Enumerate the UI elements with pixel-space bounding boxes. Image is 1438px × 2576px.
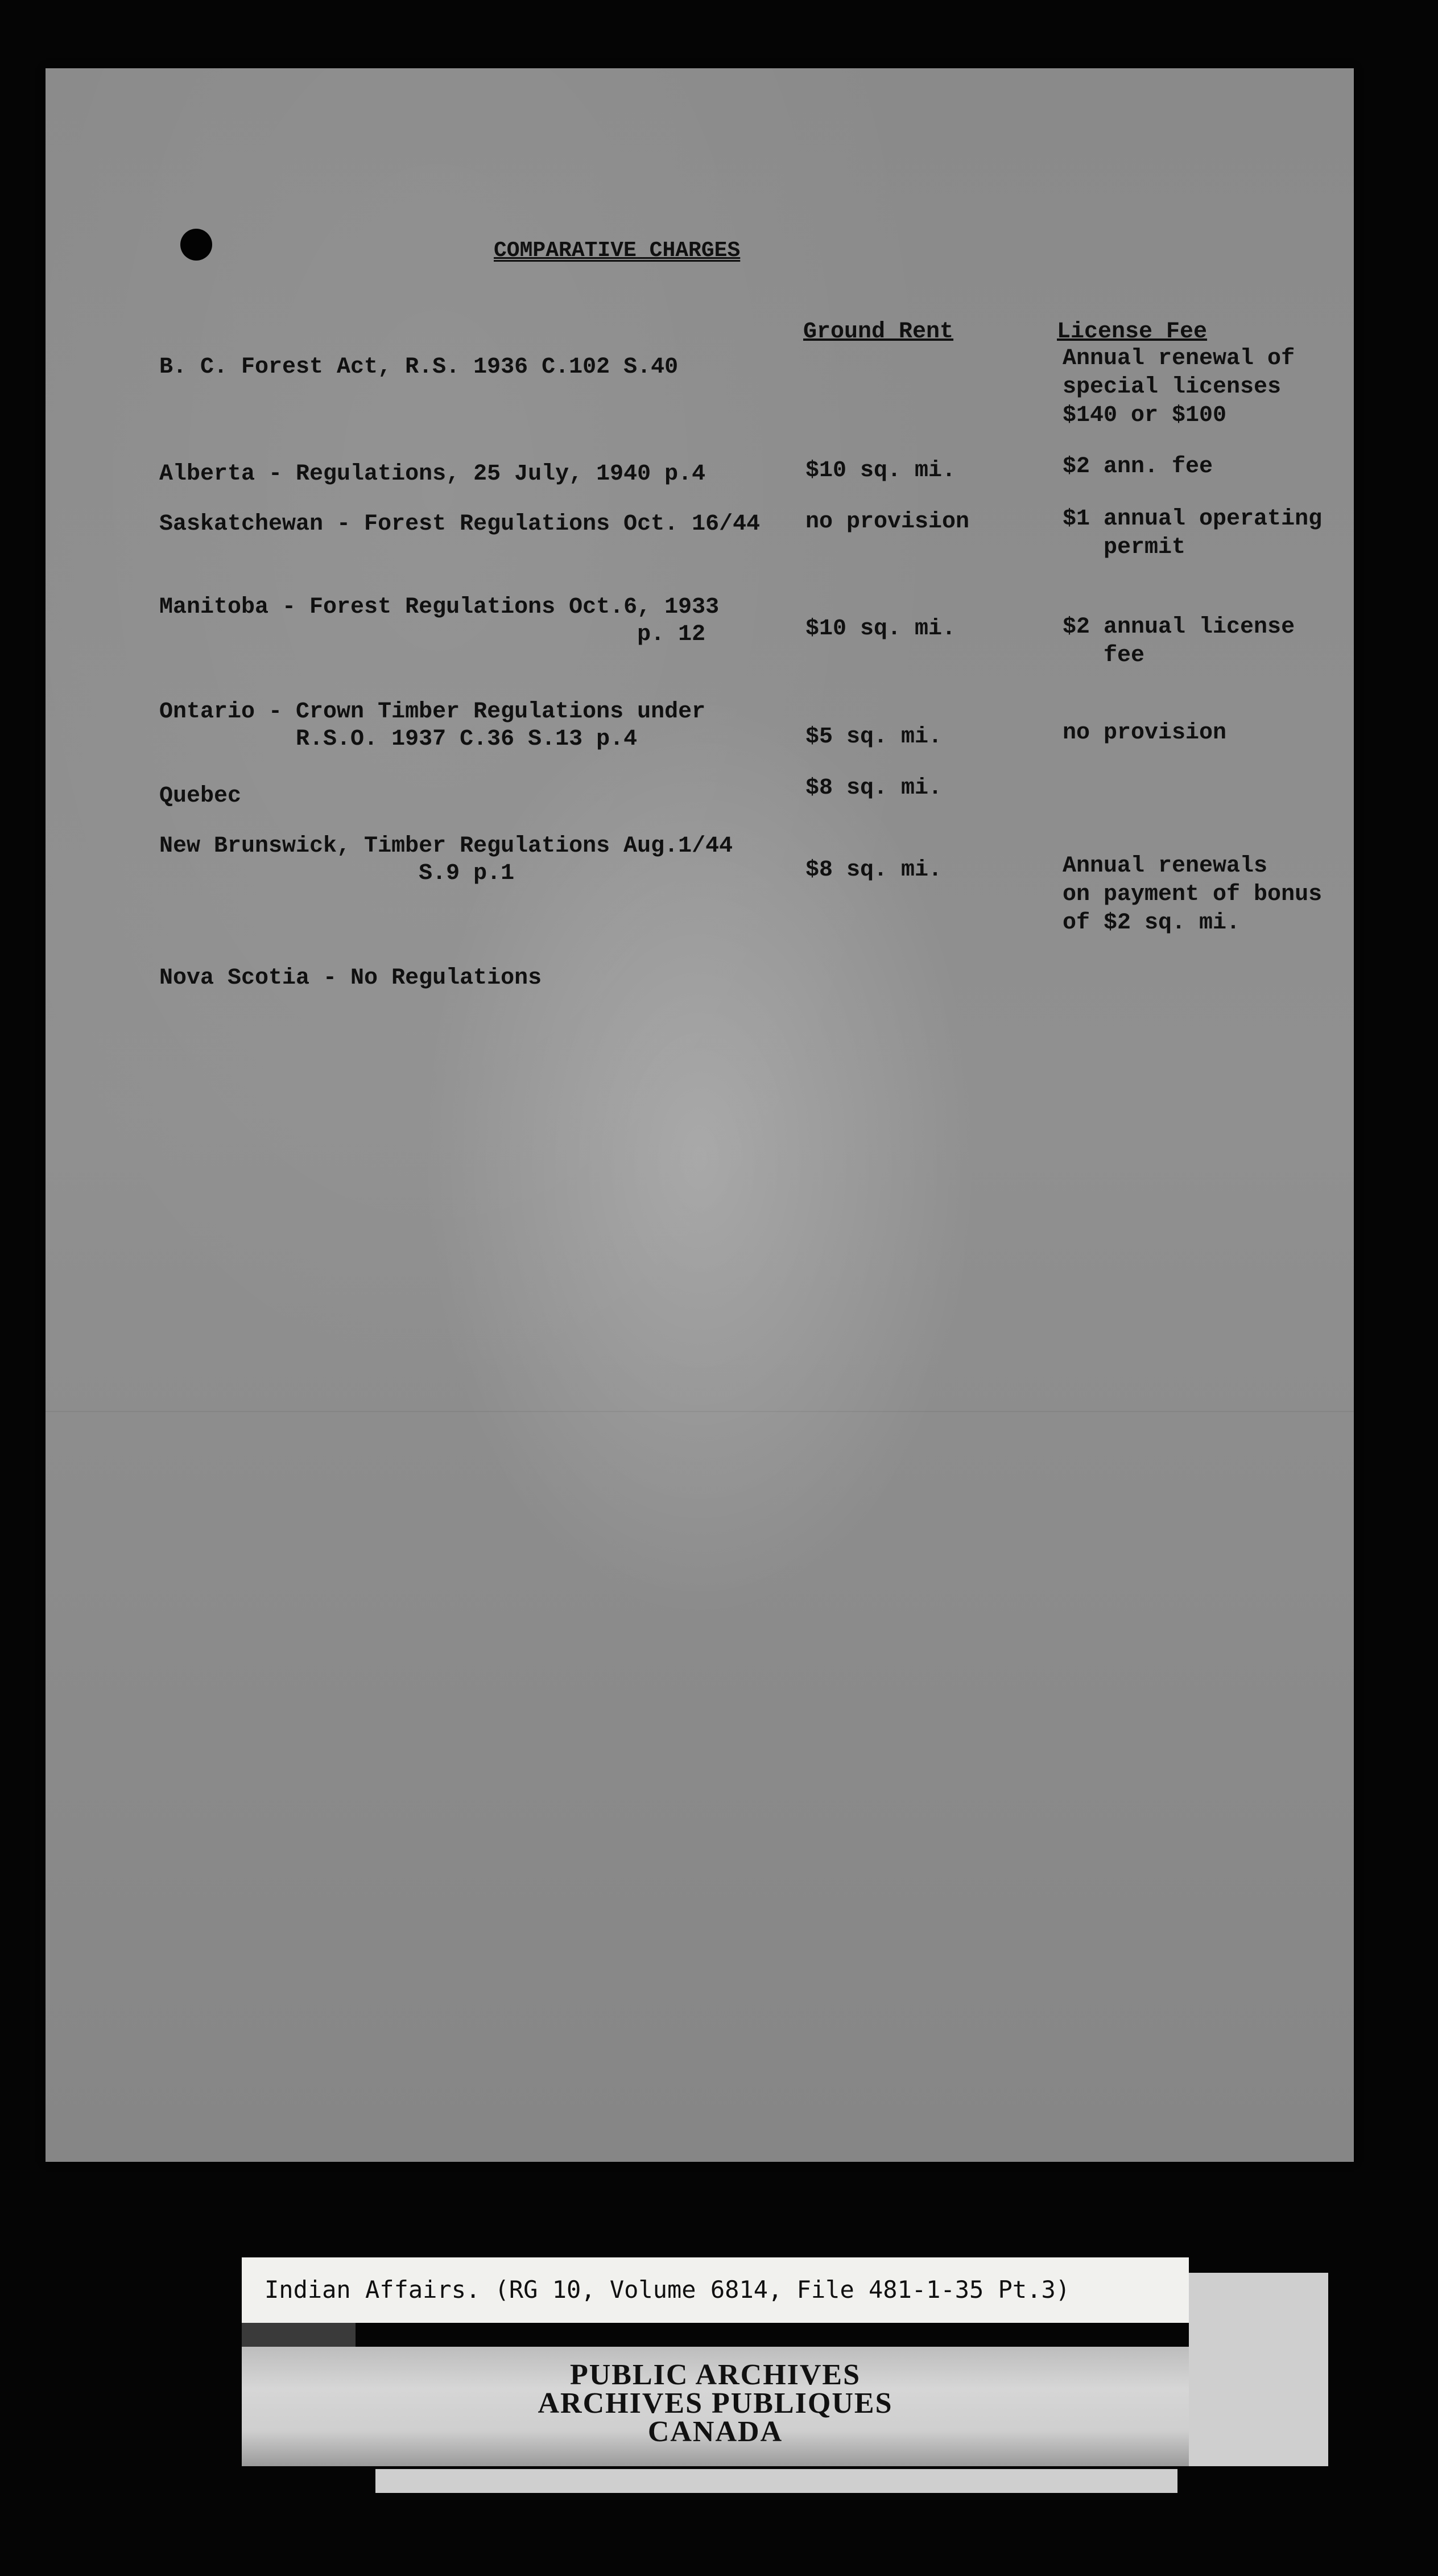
- row-ground-ontario: $5 sq. mi.: [805, 724, 943, 750]
- row-label-alberta: Alberta - Regulations, 25 July, 1940 p.4: [159, 461, 706, 487]
- film-holder-right: [1189, 2273, 1328, 2466]
- document-sheet: [46, 68, 1354, 2162]
- row-fee-new-brunswick: Annual renewals on payment of bonus of $2 sq. mi.: [1063, 853, 1323, 936]
- archive-reference-label: [242, 2257, 1189, 2323]
- row-label-quebec: Quebec: [159, 783, 242, 809]
- document-title: COMPARATIVE CHARGES: [494, 238, 741, 263]
- row-ground-quebec: $8 sq. mi.: [805, 775, 943, 801]
- archive-stamp: [242, 2347, 1189, 2466]
- archive-reference-text: Indian Affairs. (RG 10, Volume 6814, File 481-1-35 Pt.3): [265, 2276, 1071, 2303]
- row-ground-alberta: $10 sq. mi.: [805, 458, 956, 484]
- row-label-ontario: Ontario - Crown Timber Regulations under R.S.O. 1937 C.36 S.13 p.4: [159, 699, 706, 752]
- row-fee-ontario: no provision: [1063, 720, 1227, 746]
- column-header-license-fee: License Fee: [1057, 319, 1208, 345]
- stamp-line-2: ARCHIVES PUBLIQUES: [538, 2387, 893, 2420]
- stamp-line-3: CANADA: [647, 2416, 783, 2448]
- row-ground-manitoba: $10 sq. mi.: [805, 616, 956, 642]
- row-label-manitoba: Manitoba - Forest Regulations Oct.6, 1933 p. 12: [159, 595, 720, 647]
- row-label-new-brunswick: New Brunswick, Timber Regulations Aug.1/44 S.9 p.1: [159, 833, 733, 886]
- stamp-bottom-bar: [375, 2469, 1177, 2493]
- row-label-bc: B. C. Forest Act, R.S. 1936 C.102 S.40: [159, 354, 679, 380]
- row-fee-bc: Annual renewal of special licenses $140 or $100: [1063, 346, 1295, 428]
- row-label-nova-scotia: Nova Scotia - No Regulations: [159, 965, 542, 991]
- row-ground-saskatchewan: no provision: [805, 509, 970, 535]
- row-ground-new-brunswick: $8 sq. mi.: [805, 857, 943, 883]
- column-header-ground-rent: Ground Rent: [803, 319, 954, 345]
- row-label-saskatchewan: Saskatchewan - Forest Regulations Oct. 16/44: [159, 511, 761, 537]
- row-fee-manitoba: $2 annual license fee: [1063, 614, 1295, 668]
- row-fee-saskatchewan: $1 annual operating permit: [1063, 506, 1323, 560]
- stamp-line-1: PUBLIC ARCHIVES: [569, 2359, 861, 2391]
- fold-line: [46, 1411, 1354, 1412]
- row-fee-alberta: $2 ann. fee: [1063, 454, 1213, 480]
- punch-hole: [180, 229, 212, 261]
